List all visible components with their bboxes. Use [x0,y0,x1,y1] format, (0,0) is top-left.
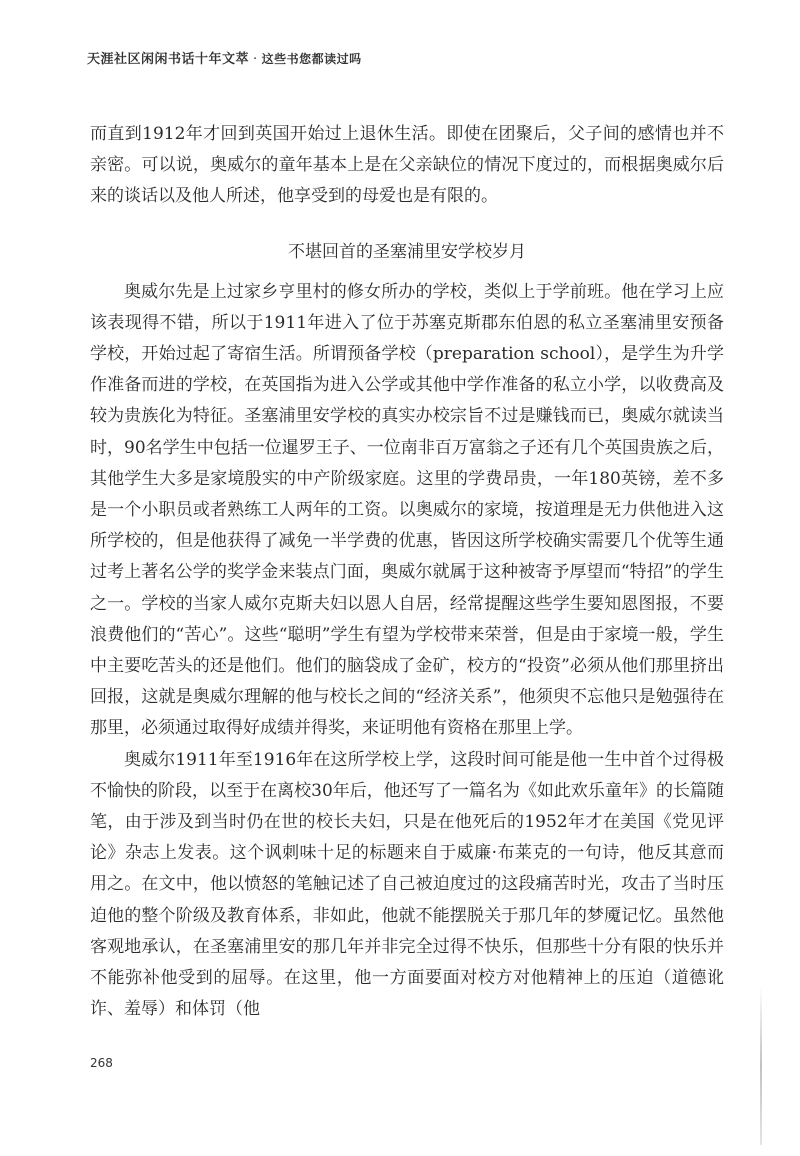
section-title: 这些书您都读过吗 [261,52,362,66]
section-heading: 不堪回首的圣塞浦里安学校岁月 [288,241,526,262]
scan-edge-shadow [760,985,762,1145]
header-separator: · [253,52,258,67]
page-number: 268 [90,1056,113,1070]
paragraph-1: 奥威尔先是上过家乡亨里村的修女所办的学校，类似上于学前班。他在学习上应该表现得不错，所以于1911年进入了位于苏塞克斯郡东伯恩的私立圣塞浦里安预备学校，开始过起了寄宿生活。所谓预备学校（preparation school），是学生为升学作准备而进的学校，在英国指为进入公学或其他中学作准备的私立小学，以收费高及较为贵族化为特征。圣塞浦里安学校的真实办校宗旨不过是赚钱而已，奥威尔就读当时，90名学生中包括一位暹罗王子、一位南非百万富翁之子还有几个英国贵族之后，其他学生大多是家境殷实的中产阶级家庭。这里的学费昂贵，一年180英镑，差不多是一个小职员或者熟练工人两年的工资。以奥威尔的家境，按道理是无力供他进入这所学校的，但是他获得了减免一半学费的优惠，皆因这所学校确实需要几个优等生通过考上著名公学的奖学金来装点门面，奥威尔就属于这种被寄予厚望而“特招”的学生之一。学校的当家人威尔克斯夫妇以恩人自居，经常提醒这些学生要知恩图报，不要浪费他们的“苦心”。这些“聪明”学生有望为学校带来荣誉，但是由于家境一般，学生中主要吃苦头的还是他们。他们的脑袋成了金矿，校方的“投资”必须从他们那里挤出回报，这就是奥威尔理解的他与校长之间的“经济关系”，他须臾不忘他只是勉强待在那里，必须通过取得好成绩并得奖，来证明他有资格在那里上学。 [90,281,724,739]
running-head [87,48,362,67]
paragraph-continued: 而直到1912年才回到英国开始过上退休生活。即使在团聚后，父子间的感情也并不亲密。可以说，奥威尔的童年基本上是在父亲缺位的情况下度过的，而根据奥威尔后来的谈话以及他人所述，他享受到的母爱也是有限的。 [90,124,724,207]
body-text [90,119,724,1025]
book-title: 天涯社区闲闲书话十年文萃 [87,52,250,67]
paragraph-2: 奥威尔1911年至1916年在这所学校上学，这段时间可能是他一生中首个过得极不愉快的阶段，以至于在离校30年后，他还写了一篇名为《如此欢乐童年》的长篇随笔，由于涉及到当时仍在世的校长夫妇，只是在他死后的1952年才在美国《党见评论》杂志上发表。这个讽刺味十足的标题来自于威廉·布莱克的一句诗，他反其意而用之。在文中，他以愤怒的笔触记述了自己被迫度过的这段痛苦时光，攻击了当时压迫他的整个阶级及教育体系，非如此，他就不能摆脱关于那几年的梦魇记忆。虽然他客观地承认，在圣塞浦里安的那几年并非完全过得不快乐，但那些十分有限的快乐并不能弥补他受到的屈辱。在这里，他一方面要面对校方对他精神上的压迫（道德讹诈、羞辱）和体罚（他 [90,749,724,1020]
